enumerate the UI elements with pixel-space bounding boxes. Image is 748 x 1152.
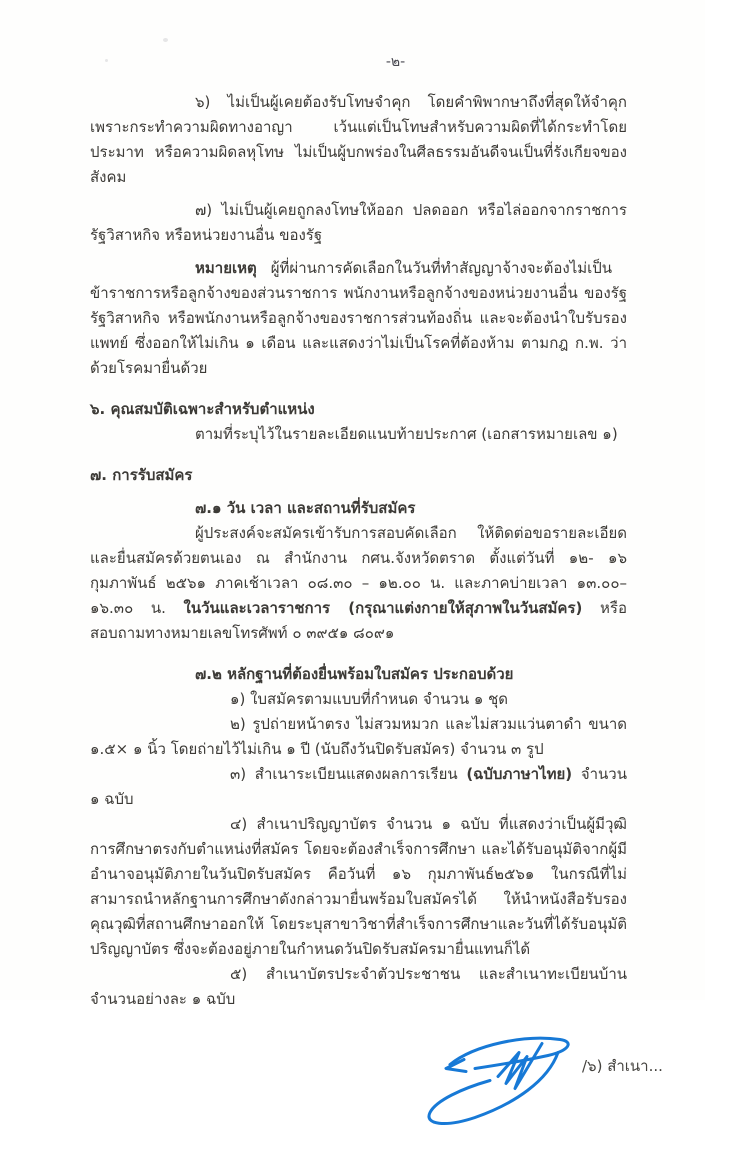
page-continuation-marker: /๖) สำเนา...	[582, 1057, 663, 1075]
clause-7-text: ๗) ไม่เป็นผู้เคยถูกลงโทษให้ออก ปลดออก หรือไล่ออกจากราชการ รัฐวิสาหกิจ หรือหน่วยงานอื่น ของรัฐ	[90, 201, 627, 244]
signature-zigzag	[498, 1044, 542, 1089]
item-3-post: จำนวน ๑ ฉบับ	[90, 765, 627, 808]
clause-7-paragraph	[90, 198, 627, 248]
section-7-1-heading: ๗.๑ วัน เวลา และสถานที่รับสมัคร	[195, 499, 416, 517]
signature-scribble-icon	[420, 1026, 580, 1131]
signature-bottom-sweep	[429, 1053, 558, 1124]
document-list-item-3	[90, 762, 627, 812]
dress-politely-note: ในวันและเวลาราชการ (กรุณาแต่งกายให้สุภาพในวันสมัคร)	[183, 599, 583, 617]
page-number: -๒-	[385, 54, 406, 70]
document-list-item-2	[90, 712, 627, 762]
section-7-2-heading: ๗.๒ หลักฐานที่ต้องยื่นพร้อมใบสมัคร ประกอบด้วย	[195, 665, 514, 683]
section-6-body: ตามที่ระบุไว้ในรายละเอียดแนบท้ายประกาศ (เอกสารหมายเลข ๑)	[195, 425, 618, 443]
item-3-text: ๓) สำเนาระเบียนแสดงผลการเรียน	[230, 765, 467, 783]
document-list-item-4	[90, 812, 627, 962]
scan-speck	[163, 38, 168, 42]
note-text: ผู้ที่ผ่านการคัดเลือกในวันที่ทำสัญญาจ้างจะต้องไม่เป็นข้าราชการหรือลูกจ้างของส่วนราชการ พนักงานหรือลูกจ้างของหน่วยงานอื่น ของรัฐ รัฐวิสาหกิจ หรือพนักงานหรือลูกจ้างของราชการส่วนท้องถิ่น และจะต้องนำใบรับรองแพทย์ ซึ่งออกให้ไม่เกิน ๑ เดือน และแสดงว่าไม่เป็นโรคที่ต้องห้าม ตามกฎ ก.พ. ว่าด้วยโรคมายื่นด้วย	[90, 259, 627, 377]
item-2-text: ๒) รูปถ่ายหน้าตรง ไม่สวมหมวก และไม่สวมแว่นตาดำ ขนาด ๑.๕× ๑ นิ้ว โดยถ่ายไว้ไม่เกิน ๑ ปี (นับถึงวันปิดรับสมัคร) จำนวน ๓ รูป	[90, 715, 627, 758]
note-label: หมายเหตุ	[195, 259, 257, 277]
phone-contact-text: หรือสอบถามทางหมายเลขโทรศัพท์ ๐ ๓๙๕๑ ๘๐๙๑	[90, 599, 627, 642]
section-6-heading: ๖. คุณสมบัติเฉพาะสำหรับตำแหน่ง	[90, 400, 315, 418]
application-details-paragraph	[90, 521, 627, 646]
signature-area	[90, 1012, 663, 1152]
document-list-item-1	[90, 687, 627, 712]
item-5-text: ๕) สำเนาบัตรประจำตัวประชาชน และสำเนาทะเบียนบ้าน จำนวนอย่างละ ๑ ฉบับ	[90, 965, 627, 1008]
application-details-text: ผู้ประสงค์จะสมัครเข้ารับการสอบคัดเลือก ให้ติดต่อขอรายละเอียดและยื่นสมัครด้วยตนเอง ณ สำนักงาน กศน.จังหวัดตราด ตั้งแต่วันที่ ๑๒- ๑๖ กุมภาพันธ์ ๒๕๖๑ ภาคเช้าเวลา ๐๘.๓๐ – ๑๒.๐๐ น. และภาคบ่ายเวลา ๑๓.๐๐– ๑๖.๓๐ น.	[90, 524, 627, 617]
item-1-text: ๑) ใบสมัครตามแบบที่กำหนด จำนวน ๑ ชุด	[230, 690, 509, 708]
item-4-text: ๔) สำเนาปริญญาบัตร จำนวน ๑ ฉบับ ที่แสดงว่าเป็นผู้มีวุฒิการศึกษาตรงกับตำแหน่งที่สมัคร โดยจะต้องสำเร็จการศึกษา และได้รับอนุมัติจากผู้มีอำนาจอนุมัติภายในวันปิดรับสมัคร คือวันที่ ๑๖ กุมภาพันธ์๒๕๖๑ ในกรณีที่ไม่สามารถนำหลักฐานการศึกษาดังกล่าวมายื่นพร้อมใบสมัครได้ ให้นำหนังสือรับรองคุณวุฒิที่สถานศึกษาออกให้ โดยระบุสาขาวิชาที่สำเร็จการศึกษาและวันที่ได้รับอนุมัติปริญญาบัตร ซึ่งจะต้องอยู่ภายในกำหนดวันปิดรับสมัครมายื่นแทนก็ได้	[90, 815, 627, 958]
item-3-bold: (ฉบับภาษาไทย)	[466, 765, 573, 783]
document-list-item-5	[90, 962, 627, 1012]
clause-6-paragraph	[90, 90, 627, 190]
clause-6-text: ๖) ไม่เป็นผู้เคยต้องรับโทษจำคุก โดยคำพิพากษาถึงที่สุดให้จำคุก เพราะกระทำความผิดทางอาญา เว้นแต่เป็นโทษสำหรับความผิดที่ได้กระทำโดยประมาท หรือความผิดลหุโทษ ไม่เป็นผู้บกพร่องในศีลธรรมอันดีจนเป็นที่รังเกียจของสังคม	[90, 93, 627, 186]
note-paragraph	[90, 256, 627, 381]
section-7-heading: ๗. การรับสมัคร	[90, 466, 193, 484]
